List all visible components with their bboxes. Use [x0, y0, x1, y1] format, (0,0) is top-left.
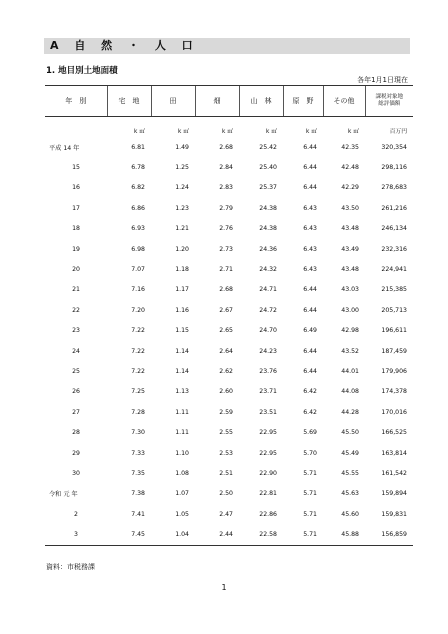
- value-cell: 179,906: [381, 367, 407, 375]
- header-forest: 山 林: [239, 86, 283, 117]
- value-cell: 6.44: [303, 143, 317, 151]
- value-cell: 1.11: [175, 408, 189, 416]
- value-cell: 1.14: [175, 367, 189, 375]
- year-cell: 平成 14 年: [49, 144, 80, 152]
- units-cell: k ㎡: [306, 129, 317, 135]
- units-row: [45, 117, 413, 138]
- value-cell: 24.23: [259, 347, 277, 355]
- table-row: [45, 361, 413, 381]
- value-cell: 44.28: [341, 408, 359, 416]
- value-cell: 22.95: [259, 429, 277, 437]
- value-cell: 156,859: [365, 524, 413, 545]
- year-cell: 28: [72, 429, 80, 437]
- value-cell: 1.10: [175, 449, 189, 457]
- value-cell: 2.76: [219, 225, 233, 233]
- table-row: [45, 198, 413, 218]
- value-cell: 1.13: [175, 388, 189, 396]
- table-row: [45, 321, 413, 341]
- value-cell: 45.60: [341, 510, 359, 518]
- value-cell: 2.62: [219, 367, 233, 375]
- year-cell: 17: [72, 204, 80, 212]
- value-cell: 2.68: [219, 286, 233, 294]
- value-cell: 24.32: [259, 266, 277, 274]
- table-row: [45, 239, 413, 259]
- year-cell: 19: [72, 245, 80, 253]
- value-cell: 24.38: [259, 225, 277, 233]
- value-cell: 1.05: [175, 510, 189, 518]
- value-cell: 1.24: [175, 184, 189, 192]
- value-cell: 196,611: [381, 327, 407, 335]
- value-cell: 25.37: [259, 184, 277, 192]
- value-cell: 215,385: [381, 286, 407, 294]
- value-cell: 6.44: [303, 286, 317, 294]
- value-cell: 43.52: [341, 347, 359, 355]
- value-cell: 22.58: [239, 524, 283, 545]
- value-cell: 25.40: [259, 164, 277, 172]
- value-cell: 6.44: [303, 184, 317, 192]
- year-cell: 27: [72, 408, 80, 416]
- value-cell: 163,814: [381, 449, 407, 457]
- value-cell: 7.38: [131, 490, 145, 498]
- units-cell: k ㎡: [134, 129, 145, 135]
- value-cell: 261,216: [381, 204, 407, 212]
- value-cell: 7.28: [131, 408, 145, 416]
- year-cell: 2: [74, 510, 78, 518]
- value-cell: 24.70: [259, 327, 277, 335]
- value-cell: 45.50: [341, 429, 359, 437]
- value-cell: 6.49: [303, 327, 317, 335]
- value-cell: 187,459: [381, 347, 407, 355]
- value-cell: 159,831: [381, 510, 407, 518]
- value-cell: 42.48: [341, 164, 359, 172]
- value-cell: 2.59: [219, 408, 233, 416]
- value-cell: 5.70: [303, 449, 317, 457]
- table-row: [45, 137, 413, 157]
- year-cell: 3: [45, 524, 107, 545]
- units-cell: k ㎡: [222, 129, 233, 135]
- table-row: [45, 259, 413, 279]
- value-cell: 246,134: [381, 225, 407, 233]
- value-cell: 7.16: [131, 286, 145, 294]
- value-cell: 1.04: [151, 524, 195, 545]
- value-cell: 6.93: [131, 225, 145, 233]
- value-cell: 7.22: [131, 367, 145, 375]
- value-cell: 232,316: [381, 245, 407, 253]
- value-cell: 6.44: [303, 347, 317, 355]
- value-cell: 43.00: [341, 306, 359, 314]
- value-cell: 161,542: [381, 469, 407, 477]
- value-cell: 25.42: [259, 143, 277, 151]
- value-cell: 7.20: [131, 306, 145, 314]
- value-cell: 7.35: [131, 469, 145, 477]
- value-cell: 6.78: [131, 164, 145, 172]
- value-cell: 2.65: [219, 327, 233, 335]
- header-paddy: 田: [151, 86, 195, 117]
- value-cell: 23.76: [259, 367, 277, 375]
- year-cell: 令和 元 年: [49, 491, 78, 499]
- year-cell: 26: [72, 388, 80, 396]
- year-cell: 18: [72, 225, 80, 233]
- value-cell: 43.50: [341, 204, 359, 212]
- units-cell: 百万円: [389, 129, 407, 135]
- value-cell: 42.98: [341, 327, 359, 335]
- value-cell: 6.43: [303, 225, 317, 233]
- value-cell: 43.48: [341, 266, 359, 274]
- value-cell: 2.50: [219, 490, 233, 498]
- value-cell: 1.18: [175, 266, 189, 274]
- value-cell: 6.42: [303, 388, 317, 396]
- value-cell: 7.22: [131, 327, 145, 335]
- value-cell: 2.44: [195, 524, 239, 545]
- value-cell: 2.84: [219, 164, 233, 172]
- value-cell: 1.16: [175, 306, 189, 314]
- header-row: [45, 86, 413, 117]
- year-cell: 24: [72, 347, 80, 355]
- value-cell: 5.69: [303, 429, 317, 437]
- value-cell: 6.86: [131, 204, 145, 212]
- value-cell: 44.01: [341, 367, 359, 375]
- table-row: [45, 157, 413, 177]
- year-cell: 30: [72, 469, 80, 477]
- value-cell: 6.44: [303, 164, 317, 172]
- value-cell: 24.38: [259, 204, 277, 212]
- value-cell: 7.33: [131, 449, 145, 457]
- value-cell: 6.98: [131, 245, 145, 253]
- value-cell: 5.71: [303, 490, 317, 498]
- value-cell: 42.35: [341, 143, 359, 151]
- value-cell: 6.43: [303, 204, 317, 212]
- value-cell: 7.45: [107, 524, 151, 545]
- value-cell: 2.53: [219, 449, 233, 457]
- table-row: [45, 178, 413, 198]
- table-row: [45, 422, 413, 442]
- value-cell: 22.90: [259, 469, 277, 477]
- land-area-table: [45, 85, 413, 546]
- year-cell: 20: [72, 266, 80, 274]
- value-cell: 22.95: [259, 449, 277, 457]
- header-other: その他: [323, 86, 365, 117]
- header-wasteland: 原 野: [283, 86, 323, 117]
- units-cell: k ㎡: [178, 129, 189, 135]
- value-cell: 2.68: [219, 143, 233, 151]
- table-row: [45, 504, 413, 524]
- value-cell: 170,016: [381, 408, 407, 416]
- value-cell: 6.43: [303, 266, 317, 274]
- value-cell: 1.11: [175, 429, 189, 437]
- value-cell: 320,354: [381, 143, 407, 151]
- value-cell: 6.44: [303, 306, 317, 314]
- header-valuation-line1: 課税対象地: [375, 94, 403, 100]
- table-row: [45, 443, 413, 463]
- value-cell: 24.36: [259, 245, 277, 253]
- value-cell: 2.73: [219, 245, 233, 253]
- value-cell: 23.51: [259, 408, 277, 416]
- value-cell: 45.49: [341, 449, 359, 457]
- value-cell: 6.82: [131, 184, 145, 192]
- value-cell: 224,941: [381, 266, 407, 274]
- value-cell: 7.30: [131, 429, 145, 437]
- value-cell: 43.49: [341, 245, 359, 253]
- value-cell: 205,713: [381, 306, 407, 314]
- value-cell: 45.88: [323, 524, 365, 545]
- value-cell: 22.86: [259, 510, 277, 518]
- year-cell: 15: [72, 164, 80, 172]
- year-cell: 23: [72, 327, 80, 335]
- value-cell: 174,378: [381, 388, 407, 396]
- year-cell: 22: [72, 306, 80, 314]
- value-cell: 1.21: [175, 225, 189, 233]
- value-cell: 6.81: [131, 143, 145, 151]
- value-cell: 1.14: [175, 347, 189, 355]
- source-note: 資料：市税務課: [46, 563, 95, 571]
- value-cell: 24.72: [259, 306, 277, 314]
- table-row: [45, 524, 413, 545]
- value-cell: 2.51: [219, 469, 233, 477]
- value-cell: 5.71: [303, 510, 317, 518]
- value-cell: 159,894: [381, 490, 407, 498]
- units-cell: k ㎡: [348, 129, 359, 135]
- value-cell: 44.08: [341, 388, 359, 396]
- table-row: [45, 382, 413, 402]
- page-number: 1: [221, 583, 227, 592]
- value-cell: 7.22: [131, 347, 145, 355]
- value-cell: 2.60: [219, 388, 233, 396]
- value-cell: 5.71: [303, 469, 317, 477]
- header-valuation-line2: 総評価額: [378, 101, 401, 107]
- table-row: [45, 219, 413, 239]
- year-cell: 25: [72, 367, 80, 375]
- as-of-note: 各年1月1日現在: [357, 76, 408, 84]
- table-row: [45, 341, 413, 361]
- value-cell: 1.23: [175, 204, 189, 212]
- value-cell: 5.71: [283, 524, 323, 545]
- header-valuation: [365, 86, 413, 117]
- table-row: [45, 402, 413, 422]
- value-cell: 1.20: [175, 245, 189, 253]
- table-row: [45, 280, 413, 300]
- year-cell: 16: [72, 184, 80, 192]
- value-cell: 1.08: [175, 469, 189, 477]
- value-cell: 1.49: [175, 143, 189, 151]
- value-cell: 2.64: [219, 347, 233, 355]
- value-cell: 6.42: [303, 408, 317, 416]
- value-cell: 1.17: [175, 286, 189, 294]
- value-cell: 1.25: [175, 164, 189, 172]
- value-cell: 23.71: [259, 388, 277, 396]
- value-cell: 6.43: [303, 245, 317, 253]
- section-title: A 自 然 ・ 人 口: [44, 38, 410, 54]
- value-cell: 2.83: [219, 184, 233, 192]
- value-cell: 1.15: [175, 327, 189, 335]
- value-cell: 298,116: [381, 164, 407, 172]
- table-row: [45, 463, 413, 483]
- value-cell: 2.67: [219, 306, 233, 314]
- value-cell: 2.47: [219, 510, 233, 518]
- value-cell: 2.55: [219, 429, 233, 437]
- units-cell: [45, 117, 107, 138]
- units-cell: k ㎡: [266, 129, 277, 135]
- header-residential: 宅 地: [107, 86, 151, 117]
- value-cell: 43.48: [341, 225, 359, 233]
- header-field: 畑: [195, 86, 239, 117]
- table-row: [45, 300, 413, 320]
- value-cell: 43.03: [341, 286, 359, 294]
- header-year: 年 別: [45, 86, 107, 117]
- year-cell: 29: [72, 449, 80, 457]
- value-cell: 45.63: [341, 490, 359, 498]
- value-cell: 45.55: [341, 469, 359, 477]
- value-cell: 2.71: [219, 266, 233, 274]
- value-cell: 7.25: [131, 388, 145, 396]
- value-cell: 22.81: [259, 490, 277, 498]
- value-cell: 2.79: [219, 204, 233, 212]
- table-row: [45, 484, 413, 504]
- value-cell: 24.71: [259, 286, 277, 294]
- table-title: 1. 地目別土地面積: [46, 66, 118, 76]
- value-cell: 6.44: [303, 367, 317, 375]
- value-cell: 7.41: [131, 510, 145, 518]
- value-cell: 1.07: [175, 490, 189, 498]
- value-cell: 278,683: [381, 184, 407, 192]
- value-cell: 7.07: [131, 266, 145, 274]
- year-cell: 21: [72, 286, 80, 294]
- value-cell: 166,525: [381, 429, 407, 437]
- value-cell: 42.29: [341, 184, 359, 192]
